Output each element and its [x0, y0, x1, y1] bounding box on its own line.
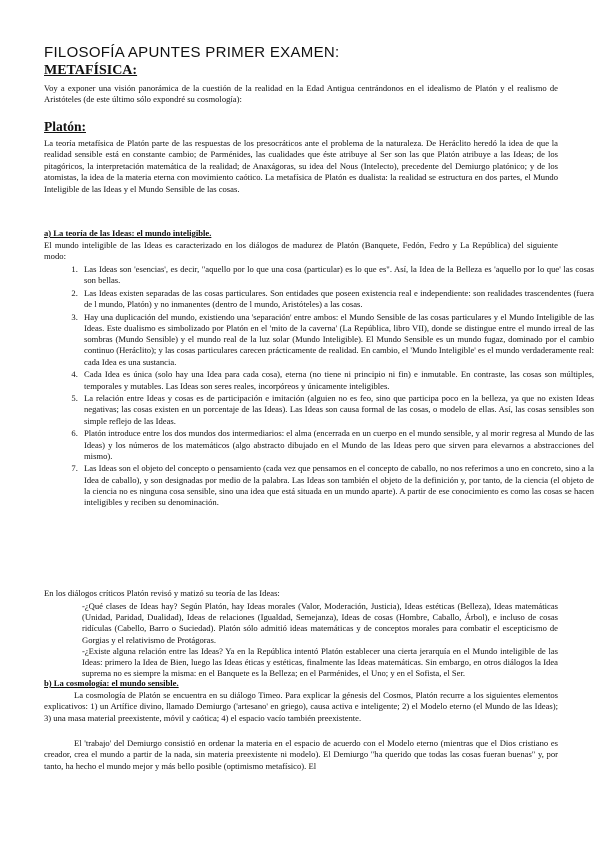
- criticos-block: [82, 601, 558, 679]
- list-item: 4. Cada Idea es única (solo hay una Idea para cada cosa), eterna (no tiene ni principio ni fin) e inmutable. En contraste, las cosas son múltiples, temporales y mutables. Las Ideas son seres reales, incorpóreos y únicamente inteligibles.: [80, 369, 594, 391]
- cosmologia-paragraph-1: La cosmología de Platón se encuentra en su diálogo Timeo. Para explicar la génesis del Cosmos, Platón recurre a los siguientes elementos explicativos: 1) un Artífice divino, llamado Demiurgo ('artesano' en griego), causa activa e inteligente; 2) el Modelo eterno (el Mundo de las Ideas); 3) una masa material preexistente, móvil y caótica; 4) el espacio vacío también preexistente.: [44, 690, 558, 723]
- section-heading-platon: Platón:: [44, 119, 86, 134]
- list-item: 2. Las Ideas existen separadas de las cosas particulares. Son entidades que poseen existencia real e independiente: son realidades trascendentes (fuera de l mundo, Platón) y no inmanentes (dentro de l mundo, Aristóteles) a las cosas.: [80, 288, 594, 310]
- list-item: 3. Hay una duplicación del mundo, existiendo una 'separación' entre ambos: el Mundo Sensible de las cosas particulares y el Mundo Inteligible de las Ideas. Este dualismo es simbolizado por Platón en el 'mito de la caverna' (La República, libro VII), donde se distingue entre el mundo irreal de las sombras (Mundo Sensible) y el mundo real de la luz solar (Mundo Inteligible). El Mundo Sensible es un mundo fugaz, dominado por el cambio continuo (Heráclito); y las cosas particulares carecen prácticamente de realidad. En cambio, el 'Mundo Inteligible' es el mundo verdaderamente real: cada Idea es una sustancia.: [80, 312, 594, 368]
- criticos-question-2: -¿Existe alguna relación entre las Ideas? Ya en la República intentó Platón establecer una cierta jerarquía en el Mundo inteligible de las Ideas: primero la Idea de Bien, luego las Ideas éticas y estéticas, finalmente las Ideas matemáticas. Sin embargo, en otros diálogos la Idea suprema no es siempre la misma: en el Banquete es la Belleza; en el Parménides, el Uno; y en el Sofista, el Ser.: [82, 645, 558, 679]
- intro-paragraph: Voy a exponer una visión panorámica de la cuestión de la realidad en la Edad Antigua centrándonos en el idealismo de Platón y el realismo de Aristóteles (de este último sólo expondré su cosmología):: [44, 83, 558, 105]
- subsection-b-heading: b) La cosmología: el mundo sensible.: [44, 678, 179, 688]
- ideas-list: [44, 264, 594, 510]
- subsection-a-heading: a) La teoría de las Ideas: el mundo inteligible.: [44, 228, 212, 238]
- criticos-intro: En los diálogos críticos Platón revisó y matizó su teoría de las Ideas:: [44, 588, 280, 598]
- platon-paragraph: La teoría metafísica de Platón parte de las respuestas de los presocráticos ante el problema de la naturaleza. De Heráclito heredó la idea de que la realidad sensible está en constante cambio; de Parménides, las cualidades que éste atribuye al Ser son las que Platón atribuye a las Ideas; de los pitagóricos, la interpretación matemática de la realidad; de Anaxágoras, su idea del Nous (Intelecto), precedente del Demiurgo platónico; y de los atomistas, la idea de la materia eterna con movimiento caótico. La metafísica de Platón es dualista: la realidad se estructura en dos partes, el Mundo Inteligible de las Ideas y el Mundo Sensible de las cosas.: [44, 138, 558, 194]
- list-item: 6. Platón introduce entre los dos mundos dos intermediarios: el alma (encerrada en un cuerpo en el mundo sensible, y al morir regresa al Mundo de las Ideas) y los números de los matemáticos (algo abstracto dibujado en el Mundo de las Ideas pero que sirven para elevarnos a abstracciones del mismo).: [80, 428, 594, 462]
- section-heading-metafisica: METAFÍSICA:: [44, 63, 138, 78]
- list-item: 1. Las Ideas son 'esencias', es decir, "aquello por lo que una cosa (particular) es lo que es". Así, la Idea de la Belleza es 'aquello por lo que' las cosas son bellas.: [80, 264, 594, 286]
- subsection-a-intro: El mundo inteligible de las Ideas es caracterizado en los diálogos de madurez de Platón (Banquete, Fedón, Fedro y La República) del siguiente modo:: [44, 240, 558, 262]
- list-item: 7. Las Ideas son el objeto del concepto o pensamiento (cada vez que pensamos en el concepto de caballo, no nos referimos a uno en concreto, sino a la Idea de caballo), y son designadas por medio de la palabra. Las Ideas son también el objeto de la definición y, por tanto, de la ciencia (el objeto de la ciencia no es ninguna cosa sensible, sino una idea que está situada en un mundo aparte). A partir de ese conocimiento es como las cosas se hacen inteligibles y reciben su denominación.: [80, 463, 594, 508]
- criticos-question-1: -¿Qué clases de Ideas hay? Según Platón, hay Ideas morales (Valor, Moderación, Justicia), Ideas estéticas (Belleza), Ideas matemáticas (Unidad, Paridad, Dualidad), Ideas de relaciones (Igualdad, Semejanza), Ideas de cosas (Hombre, Caballo, Árbol), e incluso de cosas ridículas (Cabello, Barro o Suciedad). Platón sólo admitió ideas matemáticas y de conceptos morales para combatir el escepticismo de Gorgias y el relativismo de Protágoras.: [82, 601, 558, 645]
- document-title: FILOSOFÍA APUNTES PRIMER EXAMEN:: [44, 44, 340, 61]
- list-item: 5. La relación entre Ideas y cosas es de participación e imitación (alguien no es feo, sino que participa poco en la belleza, ya que no existen Ideas negativas; las cosas existen en un porcentaje de las Ideas). Las Ideas son causa formal de las cosas, o modelo de ellas. Así, las cosas sensibles son simple reflejo de las Ideas.: [80, 393, 594, 427]
- cosmologia-paragraph-2: El 'trabajo' del Demiurgo consistió en ordenar la materia en el espacio de acuerdo con el Modelo eterno (mientras que el Dios cristiano es creador, crea el mundo a partir de la nada, sin materia preexistente ni modelo). El Demiurgo "ha querido que todas las cosas fueran buenas" y, por tanto, ha hecho el mundo mejor y más bello posible (optimismo metafísico). El: [44, 738, 558, 771]
